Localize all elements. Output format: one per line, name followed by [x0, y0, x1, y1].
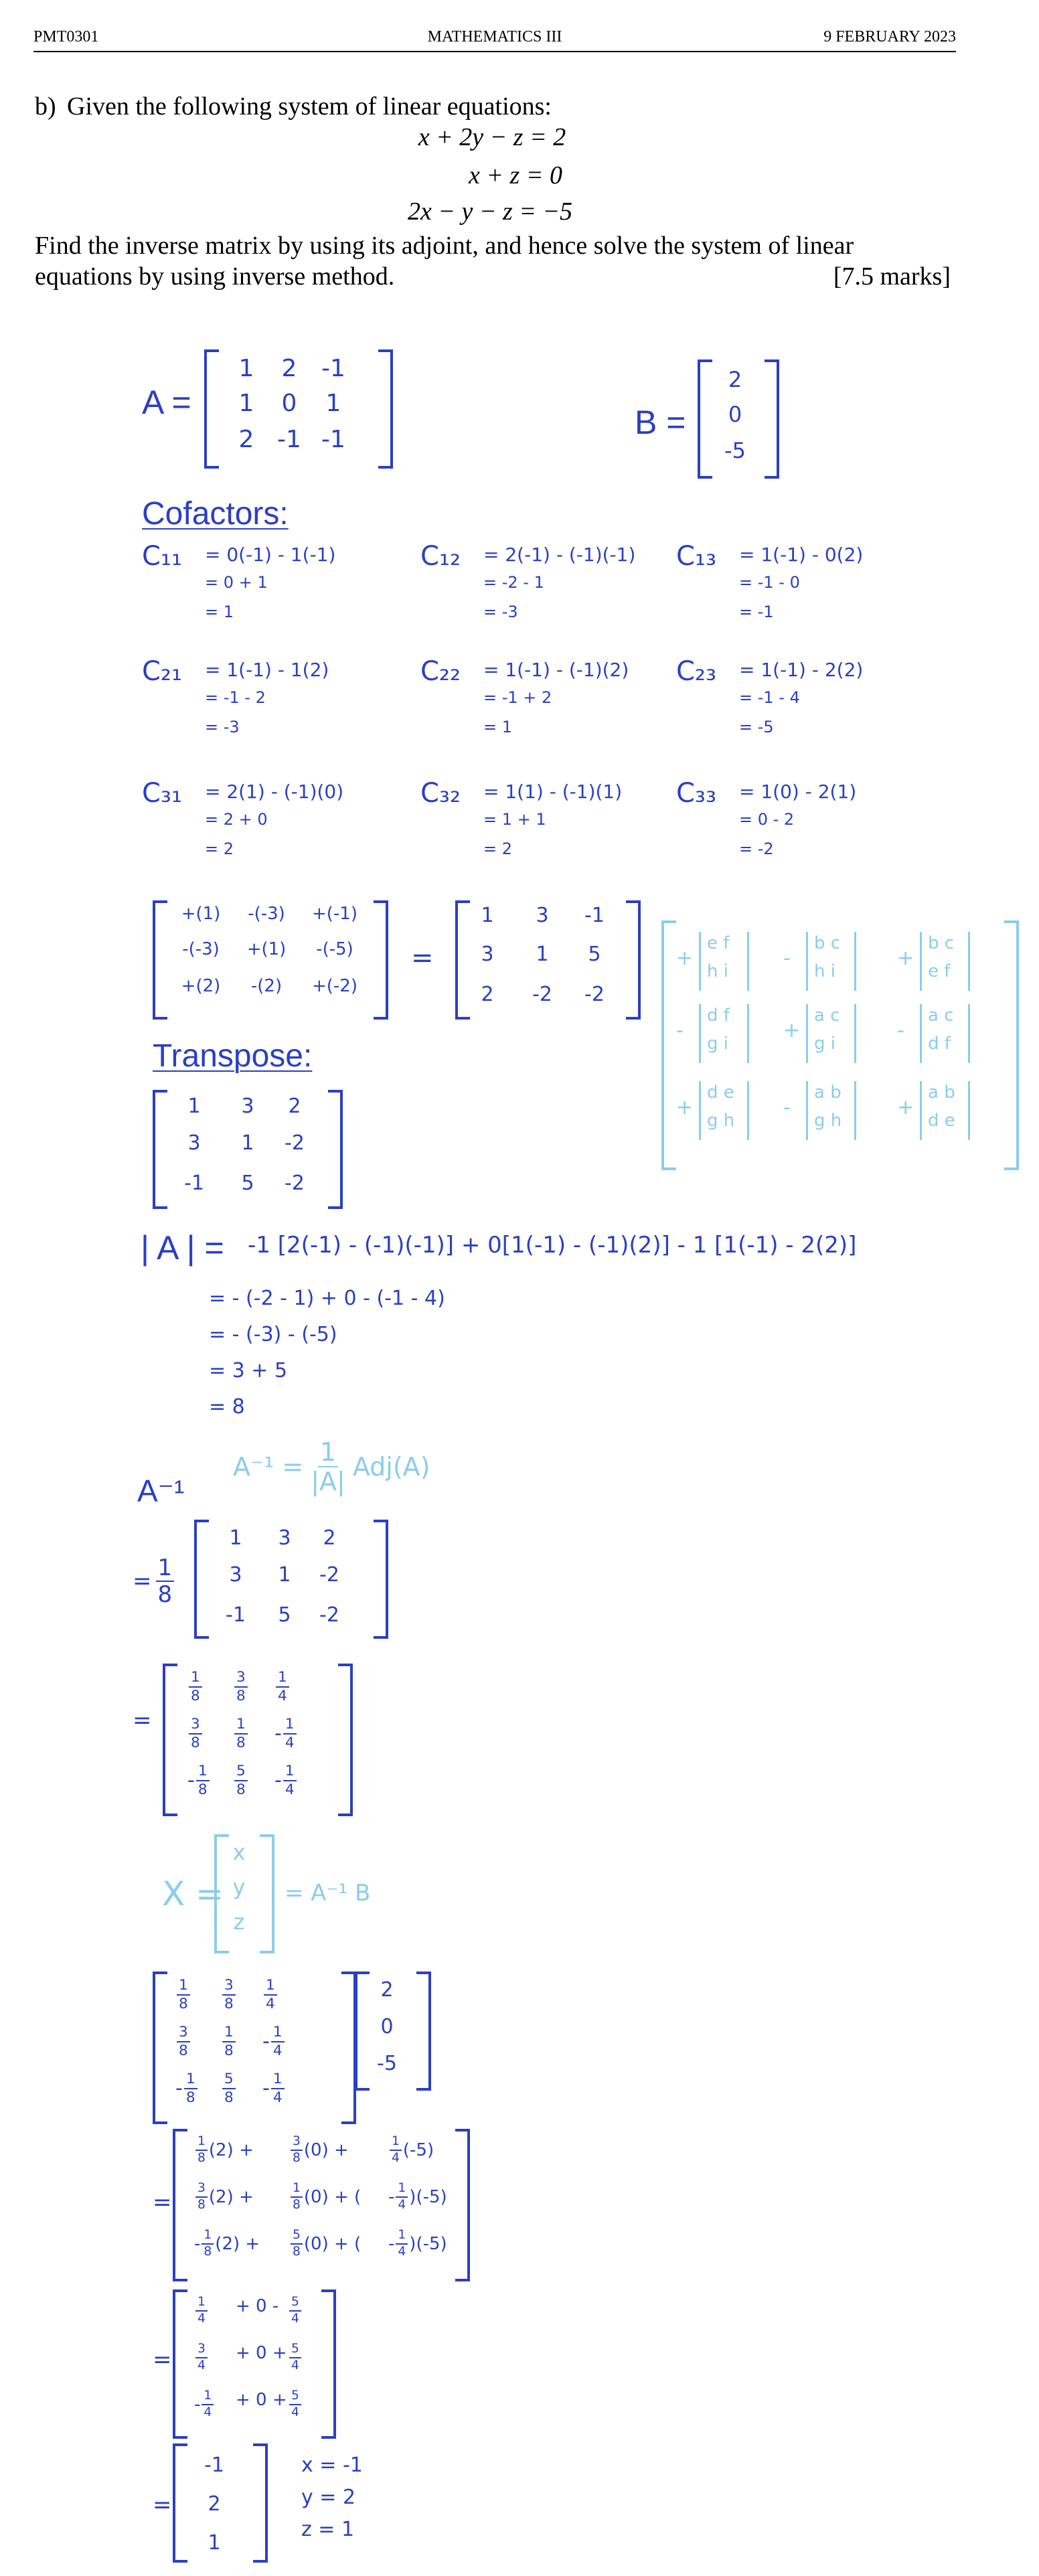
- equation-3: 2x − y − z = −5: [407, 197, 573, 226]
- cofactor-line: = -2 - 1: [483, 573, 544, 592]
- expanded-term-fraction: $\frac{1}{4}$: [396, 2229, 408, 2258]
- inverse-equals: =: [133, 1707, 152, 1734]
- simplified-term: [234, 2390, 287, 2410]
- inverse-entry-fraction: $\frac{5}{8}$: [234, 1764, 248, 1797]
- simplified-term-text: + 0 +: [236, 2343, 287, 2363]
- product-inverse-right-bracket: [341, 1971, 356, 2124]
- product-inverse-entry-fraction: $\frac{3}{8}$: [177, 2025, 190, 2058]
- inverse-entry-fraction: $\frac{1}{8}$: [196, 1764, 210, 1797]
- cofactor-line: = 2(1) - (-1)(0): [205, 781, 344, 803]
- template-sign: -: [783, 947, 791, 970]
- cofactor-line: = 2(-1) - (-1)(-1): [483, 544, 636, 566]
- template-top-entry: e f: [707, 933, 730, 953]
- sign-matrix-cell: +(-2): [312, 976, 357, 996]
- template-determinant-bar: [699, 1004, 701, 1063]
- inverse-formula-lhs: A⁻¹ =: [233, 1452, 304, 1481]
- simplified-term-fraction: $\frac{3}{4}$: [195, 2343, 208, 2372]
- cofactor-label: C₃₃: [676, 778, 716, 809]
- expanded-term-sign: -: [388, 2186, 395, 2207]
- cofactor-line: = -3: [205, 718, 240, 736]
- simplified-term-text: + 0 -: [236, 2296, 279, 2316]
- product-inverse-left-bracket: [153, 1971, 167, 2124]
- inverse-entry-fraction: $\frac{1}{4}$: [283, 1764, 297, 1797]
- cofactor-label: C₂₃: [676, 656, 716, 687]
- answer-line: z = 1: [301, 2518, 355, 2541]
- matrix-a-cell: 1: [325, 390, 341, 417]
- adjoint-matrix-cell: 3: [229, 1563, 242, 1587]
- expanded-term: [289, 2182, 361, 2211]
- question-part-label: b): [35, 92, 56, 120]
- simplified-term: [234, 2343, 287, 2363]
- cofactor-line: = 2: [483, 839, 513, 858]
- product-inverse-entry: [262, 2025, 285, 2058]
- product-inverse-entry-fraction: $\frac{1}{4}$: [271, 2025, 285, 2058]
- adjoint-matrix-cell: -1: [226, 1603, 246, 1627]
- expanded-term-fraction: $\frac{1}{4}$: [396, 2182, 408, 2211]
- scalar-equals: =: [133, 1568, 152, 1595]
- adjoint-matrix-cell: 1: [229, 1526, 242, 1550]
- cofactor-line: = 1(-1) - 0(2): [739, 544, 864, 566]
- result-entry: 2: [208, 2492, 221, 2516]
- expanded-term-text: (2) +: [208, 2140, 254, 2160]
- template-determinant-bar: [806, 1081, 808, 1140]
- product-inverse-entry: [175, 1978, 190, 2011]
- answer-line: x = -1: [301, 2453, 363, 2477]
- expanded-term: [194, 2229, 260, 2258]
- simplified-term: [194, 2343, 208, 2372]
- sign-matrix-cell: +(1): [181, 904, 221, 924]
- transpose-matrix-cell: 1: [187, 1095, 201, 1118]
- inverse-entry: [233, 1717, 248, 1750]
- template-bottom-entry: e f: [928, 961, 951, 981]
- matrix-b-cell: 2: [728, 367, 742, 392]
- cofactor-line: = 1: [205, 602, 234, 621]
- inverse-entry-sign: -: [274, 1769, 282, 1793]
- expanded-term-fraction: $\frac{1}{8}$: [195, 2136, 208, 2164]
- inverse-entry: [233, 1764, 248, 1797]
- template-top-entry: a b: [928, 1082, 955, 1103]
- expanded-term-fraction: $\frac{3}{8}$: [291, 2136, 303, 2164]
- expanded-term-text: (2) +: [215, 2233, 260, 2254]
- template-sign: +: [897, 947, 914, 970]
- simplified-term: [194, 2296, 208, 2325]
- product-inverse-entry-fraction: $\frac{1}{4}$: [271, 2072, 285, 2105]
- inverse-entry-fraction: $\frac{3}{8}$: [189, 1717, 202, 1750]
- instruction-line-1: Find the inverse matrix by using its adjoint, and hence solve the system of linear: [35, 232, 854, 260]
- adjoint-matrix-cell: -2: [319, 1563, 339, 1587]
- cofactor-label: C₁₃: [676, 541, 716, 572]
- template-top-entry: d f: [707, 1005, 730, 1026]
- cofactors-title: Cofactors:: [142, 496, 289, 532]
- matrix-a-cell: 2: [281, 355, 297, 382]
- inverse-entry-fraction: $\frac{1}{4}$: [283, 1717, 297, 1750]
- sign-matrix-cell: +(1): [246, 939, 287, 959]
- simplified-term: [288, 2390, 301, 2419]
- matrix-a-cell: 0: [281, 390, 297, 417]
- simplified-term: [234, 2296, 278, 2316]
- template-left-bracket: [661, 920, 676, 1170]
- template-sign: +: [897, 1096, 914, 1119]
- cofactor-line: = 1 + 1: [483, 810, 546, 829]
- template-determinant-bar: [920, 1081, 922, 1140]
- cofactor-line: = 0 + 1: [205, 573, 268, 592]
- cofactor-matrix-cell: -1: [584, 904, 605, 927]
- template-determinant-bar: [854, 1004, 856, 1063]
- cofactor-line: = -2: [739, 839, 774, 858]
- inverse-entry-fraction: $\frac{3}{8}$: [234, 1670, 248, 1703]
- product-inverse-entry-sign: -: [262, 2077, 270, 2101]
- transpose-matrix-cell: -1: [184, 1172, 204, 1195]
- inverse-right-bracket: [338, 1664, 353, 1816]
- expanded-term-text: )(-5): [409, 2186, 447, 2207]
- product-inverse-entry: [262, 2072, 285, 2105]
- simplified-term-fraction: $\frac{5}{4}$: [289, 2343, 301, 2372]
- exam-date: 9 FEBRUARY 2023: [823, 28, 956, 46]
- matrix-a-right-bracket: [378, 349, 393, 469]
- product-inverse-entry: [221, 1978, 236, 2011]
- template-determinant-bar: [806, 1004, 808, 1063]
- expanded-term-sign: -: [388, 2233, 395, 2254]
- template-determinant-bar: [854, 1081, 856, 1140]
- transpose-right-bracket: [328, 1090, 343, 1209]
- x-vector-entry: x: [232, 1840, 246, 1865]
- determinant-line-5: = 8: [209, 1395, 245, 1419]
- determinant-line-2: = - (-2 - 1) + 0 - (-1 - 4): [209, 1287, 445, 1310]
- inverse-formula-fraction: $\frac{1}{|A|}$: [311, 1437, 345, 1496]
- template-determinant-bar: [806, 932, 808, 991]
- cofactor-matrix-cell: 1: [481, 904, 494, 927]
- matrix-a-cell: -1: [321, 426, 345, 453]
- cofactor-matrix-cell: -2: [584, 983, 605, 1006]
- expanded-term: [289, 2229, 361, 2258]
- simplified-term-fraction: $\frac{1}{4}$: [202, 2390, 214, 2419]
- template-sign: -: [676, 1019, 684, 1042]
- sign-matrix-left-bracket: [153, 900, 167, 1020]
- cofactor-line: = 0(-1) - 1(-1): [205, 544, 336, 566]
- transpose-matrix-cell: 3: [241, 1095, 254, 1118]
- expanded-term: [388, 2229, 447, 2258]
- cofactor-matrix-cell: 3: [536, 904, 549, 927]
- simplified-term: [288, 2296, 301, 2325]
- template-top-entry: b c: [928, 933, 955, 953]
- cofactor-matrix-left-bracket: [455, 900, 470, 1020]
- template-right-bracket: [1004, 920, 1019, 1170]
- x-vector-left-bracket: [214, 1834, 229, 1953]
- expanded-term-text: )(-5): [409, 2233, 447, 2254]
- template-bottom-entry: d e: [928, 1111, 955, 1131]
- expanded-right-bracket: [455, 2129, 470, 2281]
- expanded-term-fraction: $\frac{1}{8}$: [291, 2182, 303, 2211]
- sign-matrix-cell: +(-1): [312, 904, 357, 924]
- template-determinant-bar: [747, 932, 749, 991]
- template-determinant-bar: [747, 1081, 749, 1140]
- cofactor-label: C₁₁: [142, 541, 182, 572]
- determinant-line-1: -1 [2(-1) - (-1)(-1)] + 0[1(-1) - (-1)(2)] - 1 [1(-1) - 2(2)]: [248, 1232, 857, 1259]
- expanded-term-text: (0) +: [303, 2140, 349, 2160]
- cofactor-line: = -3: [483, 602, 518, 621]
- cofactor-line: = -5: [739, 718, 774, 736]
- matrix-a-label: A =: [142, 384, 191, 421]
- inverse-entry-fraction: $\frac{1}{8}$: [189, 1670, 202, 1703]
- cofactor-matrix-cell: 5: [588, 943, 601, 966]
- cofactor-line: = 1(0) - 2(1): [739, 781, 857, 803]
- cofactor-line: = 1: [483, 718, 513, 736]
- matrix-a-cell: -1: [277, 426, 301, 453]
- equation-2: x + z = 0: [469, 161, 562, 189]
- expanded-term-fraction: $\frac{5}{8}$: [291, 2229, 303, 2258]
- instruction-line-2: equations by using inverse method.: [35, 262, 395, 291]
- cofactor-line: = 2 + 0: [205, 810, 268, 829]
- expanded-term-text: (-5): [402, 2140, 434, 2160]
- course-code: PMT0301: [33, 28, 99, 46]
- product-inverse-entry-fraction: $\frac{5}{8}$: [222, 2072, 236, 2105]
- inverse-formula-rhs: Adj(A): [352, 1452, 430, 1481]
- result-right-bracket: [253, 2443, 268, 2563]
- template-bottom-entry: h i: [707, 961, 728, 981]
- template-determinant-bar: [854, 932, 856, 991]
- expanded-term: [388, 2136, 434, 2164]
- inverse-entry-sign: -: [274, 1722, 282, 1746]
- cofactor-line: = 1(1) - (-1)(1): [483, 781, 623, 803]
- cofactor-label: C₂₁: [142, 656, 182, 687]
- product-inverse-entry: [175, 2025, 190, 2058]
- expanded-term-text: (2) +: [208, 2186, 254, 2207]
- template-determinant-bar: [699, 1081, 701, 1140]
- product-inverse-entry: [221, 2072, 236, 2105]
- determinant-label: | A | =: [141, 1229, 224, 1267]
- template-top-entry: a c: [928, 1005, 954, 1026]
- template-top-entry: d e: [707, 1082, 734, 1103]
- sign-matrix-cell: -(-5): [316, 939, 353, 959]
- simplified-term: [194, 2390, 214, 2419]
- expanded-term-text: (0) + (: [303, 2233, 362, 2254]
- inverse-entry: [187, 1717, 202, 1750]
- matrix-b-cell: 0: [728, 402, 742, 427]
- product-b-entry: -5: [377, 2052, 397, 2075]
- sign-matrix-cell: -(-3): [248, 904, 285, 924]
- cofactor-matrix-right-bracket: [626, 900, 641, 1020]
- simplified-term: [288, 2343, 301, 2372]
- cofactor-matrix-cell: 2: [481, 983, 494, 1006]
- transpose-matrix-cell: -2: [285, 1131, 305, 1155]
- x-vector-entry: z: [233, 1909, 245, 1935]
- result-entry: -1: [204, 2453, 224, 2477]
- template-determinant-bar: [699, 932, 701, 991]
- template-sign: +: [676, 1096, 694, 1119]
- adjoint-matrix-cell: 3: [278, 1526, 291, 1550]
- transpose-matrix-cell: 5: [241, 1172, 254, 1195]
- adj-right-bracket: [374, 1520, 388, 1639]
- template-bottom-entry: h i: [814, 961, 835, 981]
- cofactor-matrix-cell: 1: [536, 943, 549, 966]
- cofactor-line: = 2: [205, 839, 234, 858]
- cofactor-label: C₃₂: [420, 778, 461, 809]
- simplified-right-bracket: [321, 2289, 336, 2439]
- template-determinant-bar: [968, 1081, 970, 1140]
- cofactor-label: C₃₁: [142, 778, 182, 809]
- inverse-entry: [274, 1670, 289, 1703]
- adjoint-matrix-cell: 1: [278, 1563, 291, 1587]
- cofactor-line: = -1 - 0: [739, 573, 800, 592]
- expanded-term-fraction: $\frac{1}{8}$: [202, 2229, 214, 2258]
- adjoint-matrix-cell: 5: [278, 1603, 291, 1627]
- marks: [7.5 marks]: [833, 262, 951, 291]
- product-inverse-entry: [262, 1978, 277, 2011]
- template-bottom-entry: g i: [814, 1034, 835, 1054]
- matrix-a-cell: -1: [321, 355, 345, 382]
- cofactor-line: = 0 - 2: [739, 810, 795, 829]
- cofactor-line: = -1 + 2: [483, 688, 552, 707]
- sign-matrix-cell: +(2): [181, 976, 221, 996]
- determinant-line-4: = 3 + 5: [209, 1359, 288, 1382]
- template-bottom-entry: g h: [814, 1111, 842, 1131]
- product-b-left-bracket: [355, 1971, 370, 2091]
- transpose-left-bracket: [153, 1090, 167, 1209]
- product-inverse-entry-fraction: $\frac{1}{8}$: [177, 1978, 190, 2011]
- simplified-equals: =: [153, 2346, 172, 2373]
- cofactor-matrix-cell: 3: [481, 943, 494, 966]
- cofactor-label: C₂₂: [420, 656, 461, 687]
- cofactor-line: = -1: [739, 602, 774, 621]
- template-bottom-entry: g i: [707, 1034, 728, 1054]
- product-inverse-entry: [175, 2072, 197, 2105]
- cofactor-label: C₁₂: [420, 541, 461, 572]
- product-inverse-entry-fraction: $\frac{1}{4}$: [264, 1978, 277, 2011]
- cofactor-line: = 1(-1) - 1(2): [205, 659, 329, 681]
- equation-1: x + 2y − z = 2: [418, 123, 566, 151]
- transpose-matrix-cell: 2: [288, 1095, 301, 1118]
- product-inverse-entry-sign: -: [175, 2077, 183, 2101]
- template-bottom-entry: g h: [707, 1111, 735, 1131]
- template-determinant-bar: [968, 1004, 970, 1063]
- product-b-entry: 2: [380, 1978, 394, 2002]
- adjoint-matrix-cell: 2: [323, 1526, 336, 1550]
- product-inverse-entry-fraction: $\frac{1}{8}$: [184, 2072, 197, 2105]
- template-sign: +: [676, 947, 694, 970]
- inverse-entry-sign: -: [187, 1769, 195, 1793]
- cofactor-line: = -1 - 2: [205, 688, 266, 707]
- expanded-term-sign: -: [194, 2233, 201, 2254]
- cofactor-line: = -1 - 4: [739, 688, 800, 707]
- template-sign: +: [783, 1019, 801, 1042]
- scalar-fraction: $\frac{1}{8}$: [156, 1556, 175, 1606]
- inverse-entry: [187, 1670, 202, 1703]
- template-top-entry: a c: [814, 1005, 840, 1026]
- inverse-entry-fraction: $\frac{1}{4}$: [276, 1670, 289, 1703]
- x-vector-lhs: X =: [162, 1874, 224, 1913]
- product-b-right-bracket: [416, 1971, 431, 2091]
- matrix-a-left-bracket: [204, 349, 219, 469]
- expanded-term-fraction: $\frac{1}{4}$: [390, 2136, 402, 2164]
- product-inverse-entry-sign: -: [262, 2030, 270, 2054]
- matrix-a-cell: 2: [238, 426, 254, 453]
- result-equals: =: [153, 2492, 172, 2518]
- matrix-b-label: B =: [635, 404, 686, 441]
- subject-title: MATHEMATICS III: [427, 28, 562, 46]
- transpose-matrix-cell: 3: [187, 1131, 201, 1155]
- simplified-term-sign: -: [194, 2394, 201, 2415]
- scalar-factor: [133, 1556, 174, 1606]
- product-inverse-entry-fraction: $\frac{1}{8}$: [222, 2025, 236, 2058]
- inverse-entry: [274, 1764, 297, 1797]
- inverse-left-bracket: [163, 1664, 177, 1816]
- cofactor-line: = 1(-1) - 2(2): [739, 659, 864, 681]
- template-determinant-bar: [920, 1004, 922, 1063]
- x-vector-entry: y: [232, 1874, 246, 1900]
- expanded-term: [388, 2182, 447, 2211]
- template-top-entry: a b: [814, 1082, 842, 1103]
- header-rule: [33, 51, 956, 52]
- matrix-a-cell: 1: [238, 390, 254, 417]
- matrix-b-left-bracket: [698, 359, 712, 479]
- sign-matrix-cell: -(-3): [182, 939, 220, 959]
- expanded-term: [194, 2136, 254, 2164]
- template-sign: -: [783, 1096, 791, 1119]
- result-entry: 1: [208, 2531, 221, 2555]
- inverse-entry: [233, 1670, 248, 1703]
- cofactor-matrix-cell: -2: [532, 983, 552, 1006]
- matrix-a-cell: 1: [238, 355, 254, 382]
- answer-line: y = 2: [301, 2486, 356, 2509]
- question-intro: Given the following system of linear equations:: [67, 92, 552, 120]
- equals-sign: =: [411, 943, 434, 973]
- template-determinant-bar: [747, 1004, 749, 1063]
- transpose-title: Transpose:: [153, 1038, 313, 1074]
- result-left-bracket: [173, 2443, 187, 2563]
- product-inverse-entry: [221, 2025, 236, 2058]
- expanded-equals: =: [153, 2189, 172, 2216]
- adj-left-bracket: [194, 1520, 209, 1639]
- inverse-label: A⁻¹: [137, 1473, 185, 1508]
- simplified-term-fraction: $\frac{1}{4}$: [195, 2296, 208, 2325]
- template-sign: -: [897, 1019, 904, 1042]
- simplified-term-fraction: $\frac{5}{4}$: [289, 2390, 301, 2419]
- x-vector-right-bracket: [260, 1834, 274, 1953]
- simplified-left-bracket: [173, 2289, 187, 2439]
- template-bottom-entry: d f: [928, 1034, 951, 1054]
- sign-matrix-right-bracket: [374, 900, 388, 1020]
- transpose-matrix-cell: -2: [285, 1172, 305, 1195]
- inverse-entry: [187, 1764, 210, 1797]
- expanded-term-fraction: $\frac{3}{8}$: [195, 2182, 208, 2211]
- cofactor-line: = 1(-1) - (-1)(2): [483, 659, 629, 681]
- matrix-b-right-bracket: [765, 359, 779, 479]
- sign-matrix-cell: -(2): [250, 976, 283, 996]
- expanded-term-text: (0) + (: [303, 2186, 362, 2207]
- inverse-formula: [233, 1439, 430, 1494]
- x-vector-rhs: = A⁻¹ B: [285, 1880, 371, 1907]
- simplified-term-text: + 0 +: [236, 2390, 287, 2410]
- matrix-b-cell: -5: [724, 438, 746, 463]
- product-inverse-entry-fraction: $\frac{3}{8}$: [222, 1978, 236, 2011]
- transpose-matrix-cell: 1: [241, 1131, 254, 1155]
- inverse-entry: [274, 1717, 297, 1750]
- product-b-entry: 0: [380, 2015, 394, 2038]
- expanded-term: [289, 2136, 349, 2164]
- template-determinant-bar: [968, 932, 970, 991]
- inverse-entry-fraction: $\frac{1}{8}$: [234, 1717, 248, 1750]
- template-top-entry: b c: [814, 933, 841, 953]
- expanded-left-bracket: [173, 2129, 187, 2281]
- determinant-line-3: = - (-3) - (-5): [209, 1323, 337, 1346]
- expanded-term: [194, 2182, 254, 2211]
- template-determinant-bar: [920, 932, 922, 991]
- simplified-term-fraction: $\frac{5}{4}$: [289, 2296, 301, 2325]
- adjoint-matrix-cell: -2: [319, 1603, 339, 1627]
